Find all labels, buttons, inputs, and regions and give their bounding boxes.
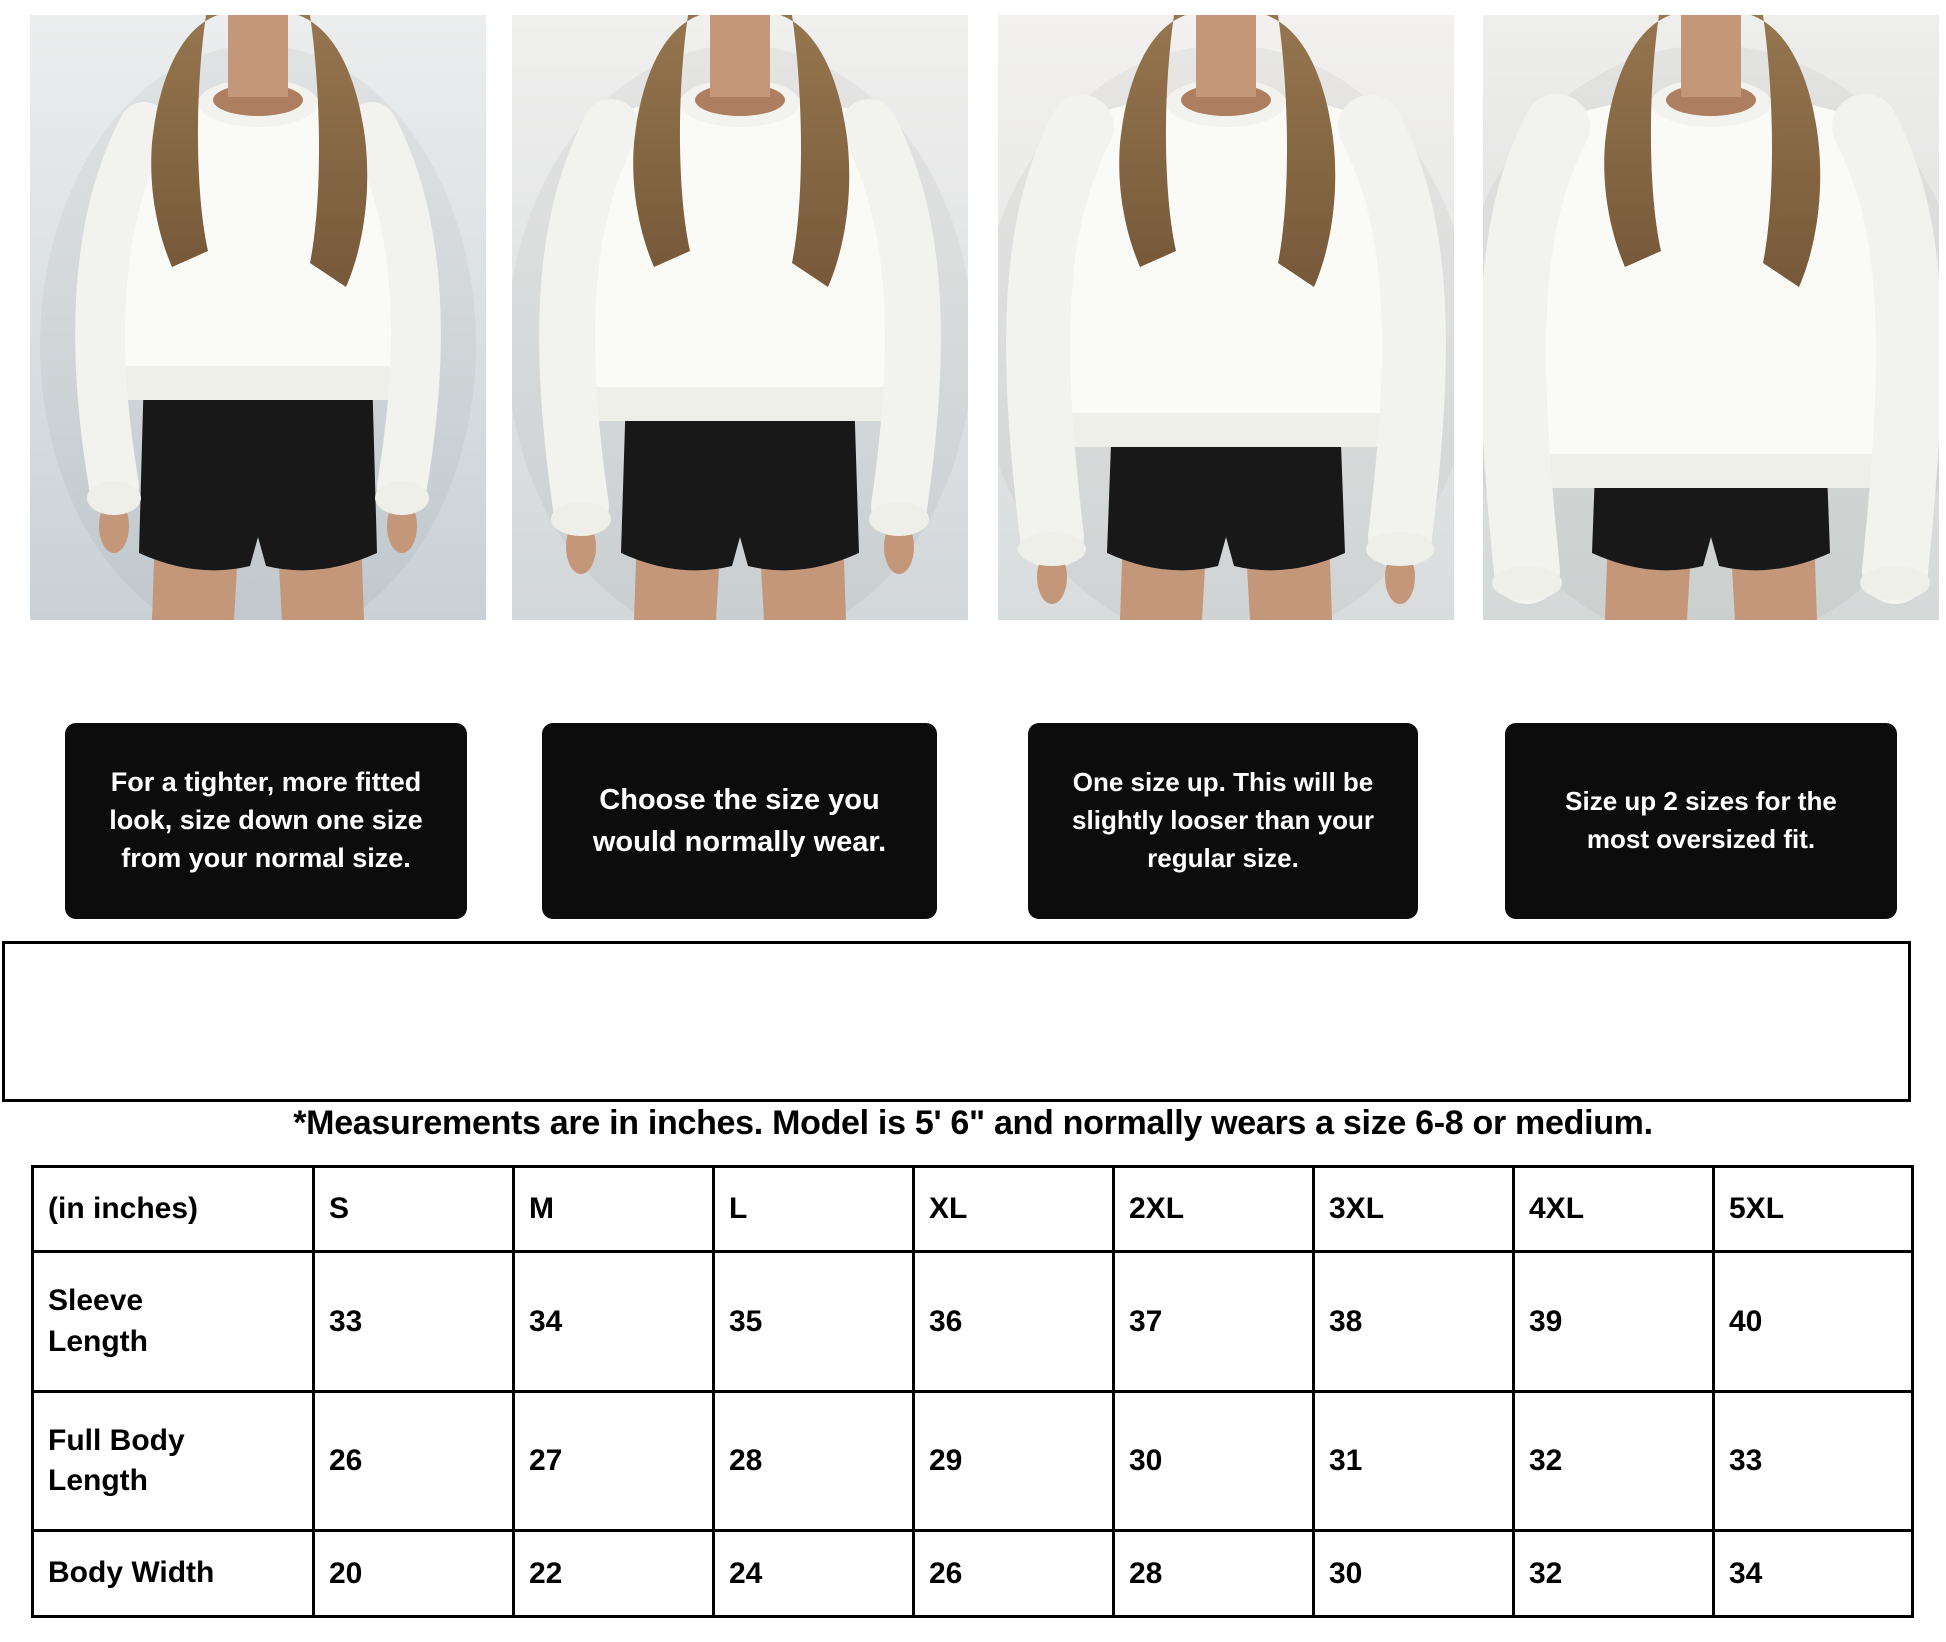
column-header-3xl: 3XL xyxy=(1314,1167,1514,1252)
table-row-sleeve-length xyxy=(33,1252,1913,1392)
size-value-cell: 31 xyxy=(1314,1392,1514,1531)
row-label: Sleeve Length xyxy=(48,1284,148,1358)
size-value-cell: 35 xyxy=(714,1252,914,1392)
size-value-cell: 32 xyxy=(1514,1531,1714,1617)
table-row-full-body-length xyxy=(33,1392,1913,1531)
size-value-cell: 29 xyxy=(914,1392,1114,1531)
size-value-cell: 30 xyxy=(1114,1392,1314,1531)
column-header-m: M xyxy=(514,1167,714,1252)
units-header: (in inches) xyxy=(33,1167,314,1252)
model-photo-normal-size xyxy=(512,15,968,620)
table-row-body-width xyxy=(33,1531,1913,1617)
size-value-cell: 20 xyxy=(314,1531,514,1617)
model-photo-one-size-up xyxy=(998,15,1454,620)
column-header-xl: XL xyxy=(914,1167,1114,1252)
column-header-l: L xyxy=(714,1167,914,1252)
size-value-cell: 24 xyxy=(714,1531,914,1617)
row-label-cell xyxy=(33,1531,314,1617)
advice-box-one-size-up xyxy=(1028,723,1418,919)
empty-outlined-box xyxy=(2,941,1911,1102)
size-value-cell: 26 xyxy=(314,1392,514,1531)
advice-text: For a tighter, more fitted look, size down one size from your normal size. xyxy=(109,767,423,873)
size-value-cell: 39 xyxy=(1514,1252,1714,1392)
model-photo-two-sizes-up xyxy=(1483,15,1939,620)
size-value-cell: 28 xyxy=(1114,1531,1314,1617)
row-label-cell xyxy=(33,1392,314,1531)
table-header-row xyxy=(33,1167,1913,1252)
size-value-cell: 32 xyxy=(1514,1392,1714,1531)
size-value-cell: 34 xyxy=(1714,1531,1913,1617)
size-value-cell: 36 xyxy=(914,1252,1114,1392)
advice-box-size-down xyxy=(65,723,467,919)
advice-box-normal-size xyxy=(542,723,937,919)
advice-text: One size up. This will be slightly looser than your regular size. xyxy=(1072,767,1374,873)
size-value-cell: 26 xyxy=(914,1531,1114,1617)
size-value-cell: 30 xyxy=(1314,1531,1514,1617)
size-value-cell: 38 xyxy=(1314,1252,1514,1392)
size-value-cell: 37 xyxy=(1114,1252,1314,1392)
size-value-cell: 28 xyxy=(714,1392,914,1531)
size-chart-table xyxy=(31,1165,1914,1618)
size-value-cell: 22 xyxy=(514,1531,714,1617)
column-header-5xl: 5XL xyxy=(1714,1167,1913,1252)
size-value-cell: 34 xyxy=(514,1252,714,1392)
advice-box-two-sizes-up xyxy=(1505,723,1897,919)
size-value-cell: 33 xyxy=(314,1252,514,1392)
advice-text: Size up 2 sizes for the most oversized fit. xyxy=(1565,786,1837,854)
size-value-cell: 40 xyxy=(1714,1252,1913,1392)
column-header-2xl: 2XL xyxy=(1114,1167,1314,1252)
advice-text: Choose the size you would normally wear. xyxy=(592,783,887,858)
model-photo-size-down xyxy=(30,15,486,620)
size-value-cell: 27 xyxy=(514,1392,714,1531)
row-label: Full Body Length xyxy=(48,1423,185,1497)
column-header-s: S xyxy=(314,1167,514,1252)
size-value-cell: 33 xyxy=(1714,1392,1913,1531)
measurements-note: *Measurements are in inches. Model is 5' 6" and normally wears a size 6-8 or medium. xyxy=(293,1104,1653,1142)
row-label: Body Width xyxy=(48,1556,215,1590)
column-header-4xl: 4XL xyxy=(1514,1167,1714,1252)
row-label-cell xyxy=(33,1252,314,1392)
